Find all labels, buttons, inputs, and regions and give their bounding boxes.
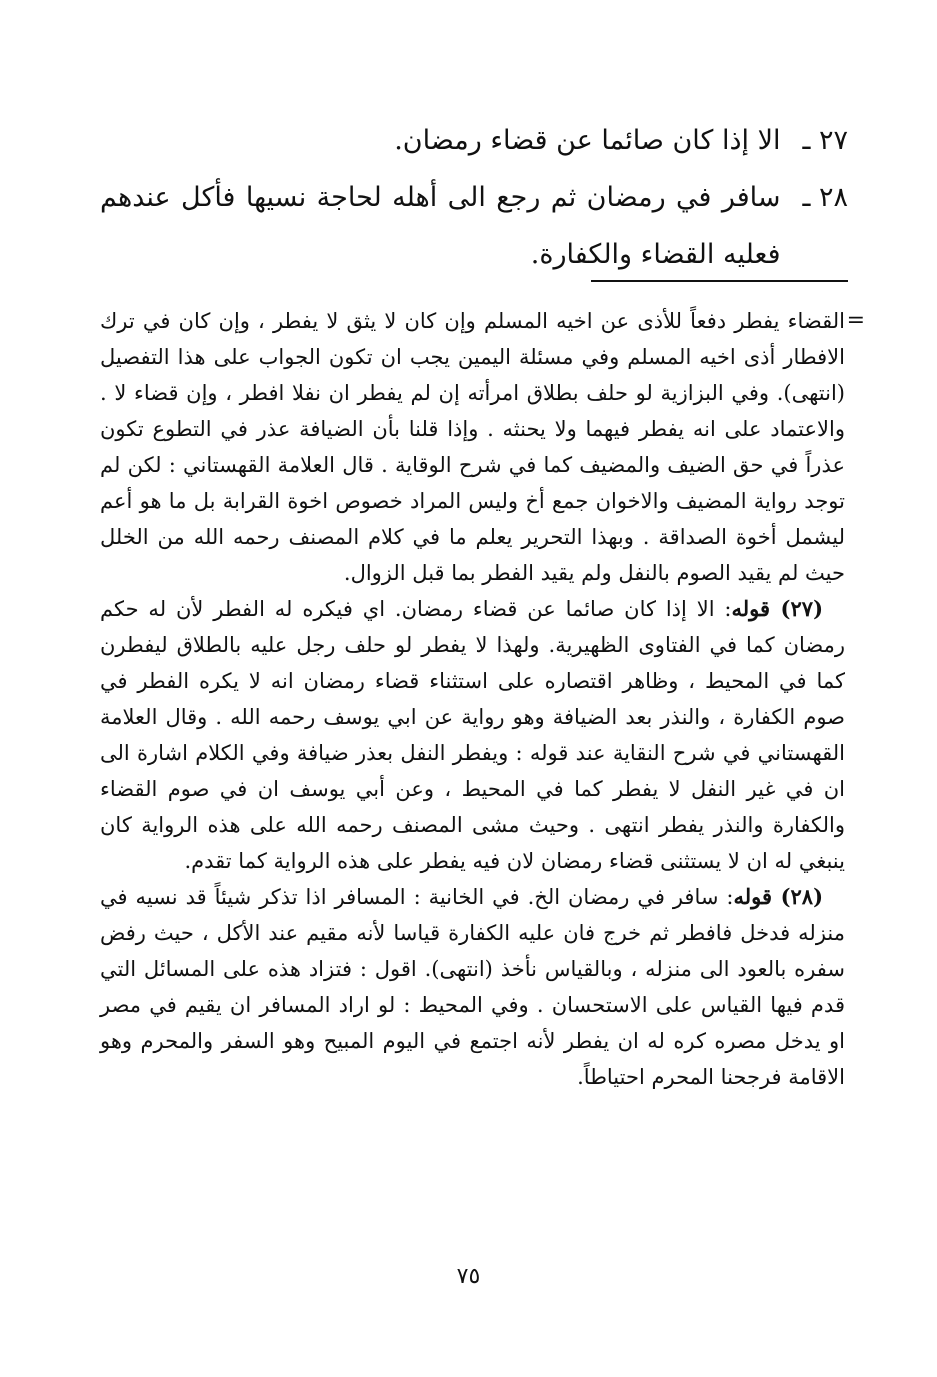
note-label: (٢٨) قوله [733, 884, 823, 909]
main-text-block [100, 112, 848, 283]
commentary-block [100, 303, 865, 1095]
continuation-paragraph [100, 303, 865, 591]
note-label: (٢٧) قوله [731, 596, 823, 621]
main-item-text: سافر في رمضان ثم رجع الى أهله لحاجة نسيها فأكل عندهم فعليه القضاء والكفارة. [100, 182, 781, 270]
footnote-separator [591, 280, 848, 282]
main-item-number: ٢٨ ـ [802, 182, 848, 213]
main-item-27 [100, 112, 848, 169]
note-text: : سافر في رمضان الخ. في الخانية : المسافر اذا تذكر شيئاً قد نسيه في منزله فدخل فافطر ثم خرج فان عليه الكفارة قياسا لأنه مقيم عند الأكل ، حيث رفض سفره بالعود الى منزله ، وبالقياس نأخذ (انتهى). اقول : فتزاد هذه على المسائل التي قدم فيها القياس على الاستحسان . وفي المحيط : لو اراد المسافر ان يقيم في مصر او يدخل مصره كره له ان يفطر لأنه اجتمع في اليوم المبيح وهو السفر والمحرم وهو الاقامة فرجحنا المحرم احتياطاً. [100, 885, 845, 1089]
main-item-text: الا إذا كان صائما عن قضاء رمضان. [394, 125, 781, 156]
main-item-number: ٢٧ ـ [802, 125, 848, 156]
page-number: ٧٥ [456, 1264, 481, 1289]
note-text: : الا إذا كان صائما عن قضاء رمضان. اي فيكره له الفطر لأن له حكم رمضان كما في الفتاوى الظهيرية. ولهذا لا يفطر لو حلف رجل عليه بالطلاق ليفطرن كما في المحيط ، وظاهر اقتصاره على استثناء قضاء رمضان انه لا يكره الفطر في صوم الكفارة ، والنذر بعد الضيافة وهو رواية عن ابي يوسف رحمه الله . وقال العلامة القهستاني في شرح النقاية عند قوله : ويفطر النفل بعذر ضيافة وفي الكلام اشارة الى ان في غير النفل لا يفطر كما في المحيط ، وعن أبي يوسف ان في صوم القضاء والكفارة والنذر يفطر انتهى . وحيث مشى المصنف رحمه الله على هذه الرواية كان ينبغي له ان لا يستثنى قضاء رمضان لان فيه يفطر على هذه الرواية كما تقدم. [100, 597, 845, 873]
note-27 [100, 591, 845, 879]
main-item-28 [100, 169, 848, 283]
continuation-text: القضاء يفطر دفعاً للأذى عن اخيه المسلم وإن كان لا يثق لا يفطر ، وإن كان في ترك الافطار أذى اخيه المسلم وفي مسئلة اليمين يجب ان تكون الجواب على هذا التفصيل (انتهى). وفي البزازية لو حلف بطلاق امرأته إن لم يفطر ان نفلا افطر ، وإن قضاء لا . والاعتماد على انه يفطر فيهما ولا يحنثه . وإذا قلنا بأن الضيافة عذر في التطوع تكون عذراً في حق الضيف والمضيف كما في شرح الوقاية . قال العلامة القهستاني : لكن لم توجد رواية المضيف والاخوان جمع أخ وليس المراد خصوص اخوة القرابة بل ما هو أعم ليشمل أخوة الصداقة . وبهذا التحرير يعلم ما في كلام المصنف رحمه الله من الخلل حيث لم يقيد الصوم بالنفل ولم يقيد الفطر بما قبل الزوال. [100, 309, 845, 585]
note-28 [100, 879, 845, 1095]
continuation-mark: = [846, 308, 865, 333]
